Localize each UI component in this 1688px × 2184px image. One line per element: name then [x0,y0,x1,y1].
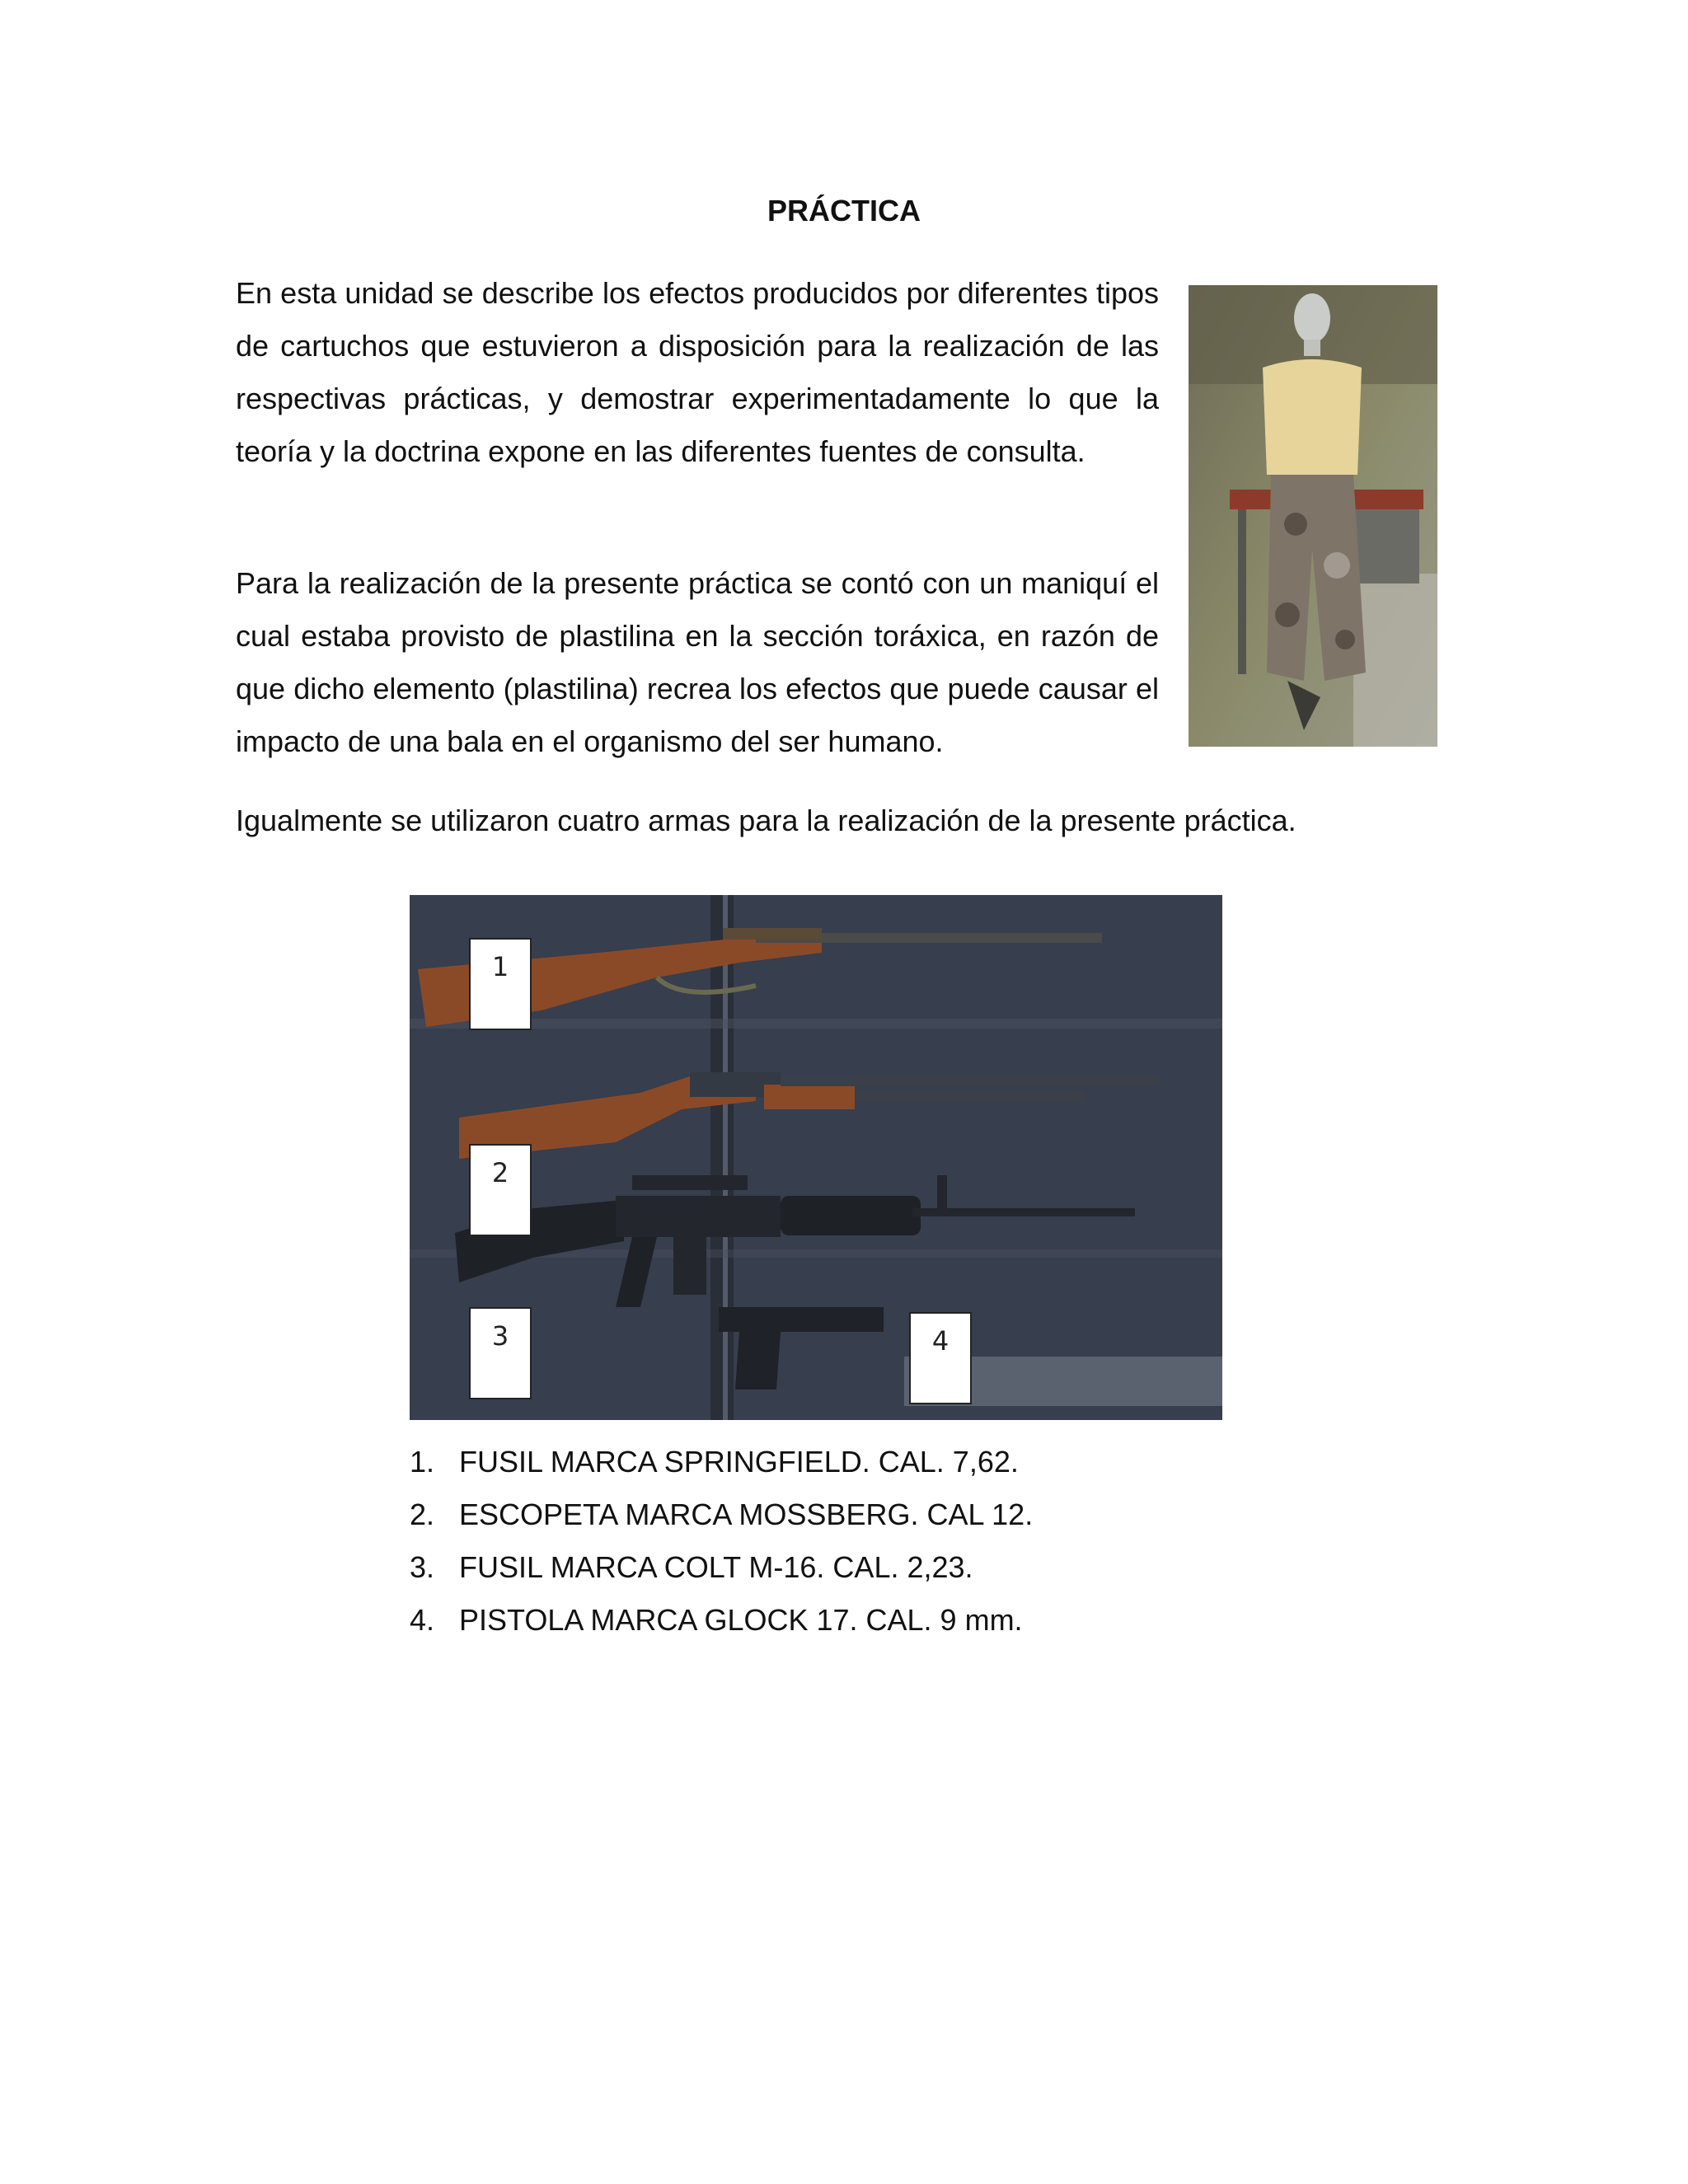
list-item-number: 2. [410,1497,435,1531]
list-item-number: 4. [410,1603,435,1637]
weapon-label-2: 2 [469,1144,532,1236]
intro-paragraph: En esta unidad se describe los efectos producidos por diferentes tipos de cartuchos que estuvieron a disposición para la realización de las respectivas prácticas, y demostrar experimentadamente lo que la teoría y la doctrina expone en las diferentes fuentes de consulta. [236,276,1159,468]
list-item-number: 1. [410,1445,435,1479]
list-item-text: PISTOLA MARCA GLOCK 17. CAL. 9 mm. [459,1603,1023,1637]
list-item-text: FUSIL MARCA COLT M-16. CAL. 2,23. [459,1550,973,1584]
weapon-label-1: 1 [469,938,532,1030]
weapons-photo [410,895,1222,1420]
weapons-intro-paragraph: Igualmente se utilizaron cuatro armas para la realización de la presente práctica. [236,804,1296,837]
list-item-text: ESCOPETA MARCA MOSSBERG. CAL 12. [459,1497,1034,1531]
list-item-text: FUSIL MARCA SPRINGFIELD. CAL. 7,62. [459,1445,1019,1479]
weapons-list [410,1436,1033,1647]
mannequin-paragraph: Para la realización de la presente práctica se contó con un maniquí el cual estaba provisto de plastilina en la sección toráxica, en razón de que dicho elemento (plastilina) recrea los efectos que puede causar el impacto de una bala en el organismo del ser humano. [236,566,1159,758]
mannequin-photo [1189,285,1437,747]
page-title: PRÁCTICA [767,194,921,227]
list-item-number: 3. [410,1550,435,1584]
list-item [410,1488,1033,1541]
list-item [410,1541,1033,1594]
list-item [410,1436,1033,1488]
weapon-label-4: 4 [909,1312,972,1404]
weapon-label-3: 3 [469,1307,532,1399]
list-item [410,1594,1033,1647]
